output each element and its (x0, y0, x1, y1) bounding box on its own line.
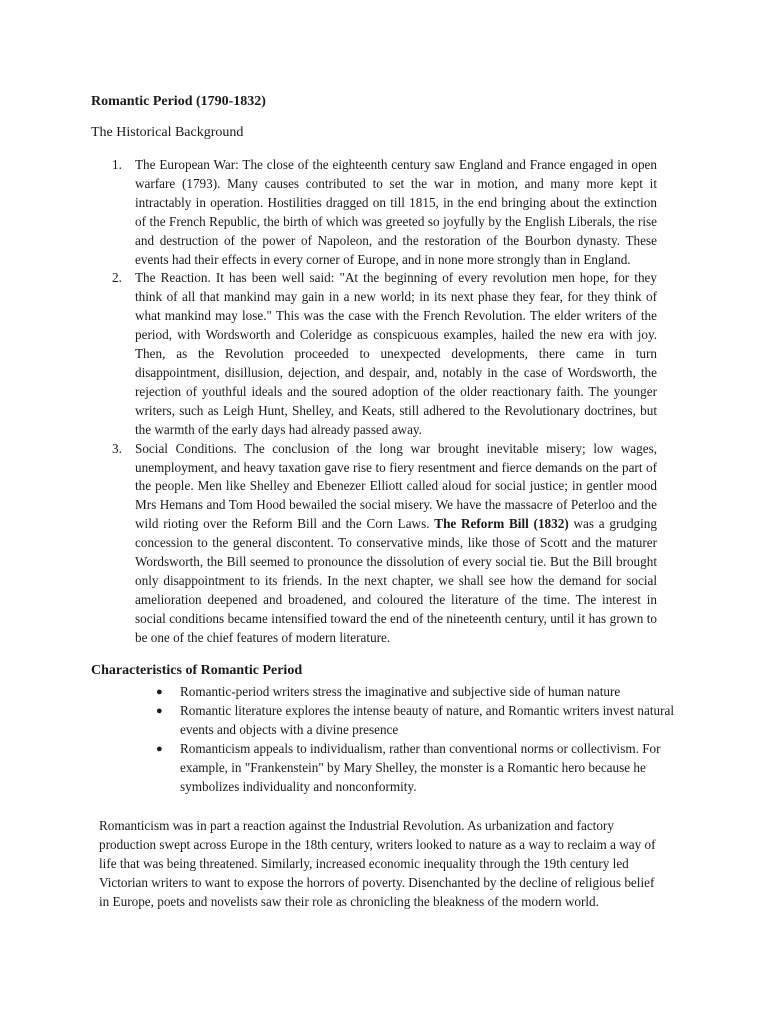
list-number: 3. (112, 440, 122, 456)
bullet-icon: ● (156, 686, 163, 698)
list-item-text: was a grudging concession to the general discontent. To conservative minds, like those of Scott and the maturer Wordsworth, the Bill seemed to pronounce the dissolution of every social tie. But the Bill brought only disappointment to its friends. In the next chapter, we shall see how the demand for social amelioration deepened and broadened, and coloured the literature of the time. The interest in social conditions became intensified toward the end of the nineteenth century, until it has grown to be one of the chief features of modern literature. (135, 516, 657, 645)
page-title: Romantic Period (1790-1832) (91, 94, 266, 109)
list-item (156, 683, 676, 702)
list-item-text: Social Conditions. The conclusion of the long war brought inevitable misery; low wages, unemployment, and heavy taxation gave rise to fiery resentment and fierce demands on the part of the people. Men like Shelley and Ebenezer Elliott called aloud for social justice; in gentler mood Mrs Hemans and Tom Hood bewailed the social misery. We have the massacre of Peterloo and the wild rioting over the Reform Bill and the Corn Laws. (135, 440, 657, 532)
list-item (112, 156, 657, 269)
list-item (112, 269, 657, 439)
bullet-text: Romantic-period writers stress the imaginative and subjective side of human nature (180, 684, 621, 699)
characteristics-list (156, 683, 676, 796)
section-subtitle: The Historical Background (91, 125, 244, 140)
closing-paragraph: Romanticism was in part a reaction against the Industrial Revolution. As urbanization and factory production swept across Europe in the 18th century, writers looked to nature as a way to reclaim a way of life that was being threatened. Similarly, increased economic inequality through the 19th century led Victorian writers to want to expose the horrors of poverty. Disenchanted by the decline of religious belief in Europe, poets and novelists saw their role as chronicling the bleakness of the modern world. (99, 818, 656, 909)
bullet-icon: ● (156, 704, 163, 717)
list-item (156, 740, 676, 797)
list-item-text: The Reaction. It has been well said: "At the beginning of every revolution men hope, for they think of all that mankind may gain in a new world; in its next phase they fear, for they think of what mankind may lose." This was the case with the French Revolution. The elder writers of the period, with Wordsworth and Coleridge as conspicuous examples, hailed the new era with joy. Then, as the Revolution proceeded to unexpected developments, there came in turn disappointment, disillusion, dejection, and despair, and, notably in the case of Wordsworth, the rejection of youthful ideals and the soured adoption of the older reactionary faith. The younger writers, such as Leigh Hunt, Shelley, and Keats, still adhered to the Revolutionary doctrines, but the warmth of the early days had already passed away. (135, 270, 657, 437)
reform-bill-bold: The Reform Bill (1832) (434, 516, 569, 532)
list-number: 1. (112, 157, 122, 172)
list-number: 2. (112, 270, 122, 286)
list-item-text: The European War: The close of the eighteenth century saw England and France engaged in open warfare (1793). Many causes contributed to set the war in motion, and many more kept it intractably in operation. Hostilities dragged on till 1815, in the end bringing about the extinction of the French Republic, the birth of which was greeted so joyfully by the English Liberals, the rise and destruction of the power of Napoleon, and the restoration of the Bourbon dynasty. These events had their effects in every corner of Europe, and in none more strongly than in England. (135, 157, 657, 267)
historical-background-list (112, 156, 657, 648)
bullet-text: Romantic literature explores the intense beauty of nature, and Romantic writers invest natural events and objects with a divine presence (180, 702, 675, 737)
bullet-text: Romanticism appeals to individualism, rather than conventional norms or collectivism. For example, in "Frankenstein" by Mary Shelley, the monster is a Romantic hero because he symbolizes individuality and nonconformity. (180, 740, 661, 794)
list-item (112, 440, 657, 648)
list-item (156, 702, 676, 740)
characteristics-heading: Characteristics of Romantic Period (91, 663, 303, 678)
bullet-icon: ● (156, 742, 163, 755)
